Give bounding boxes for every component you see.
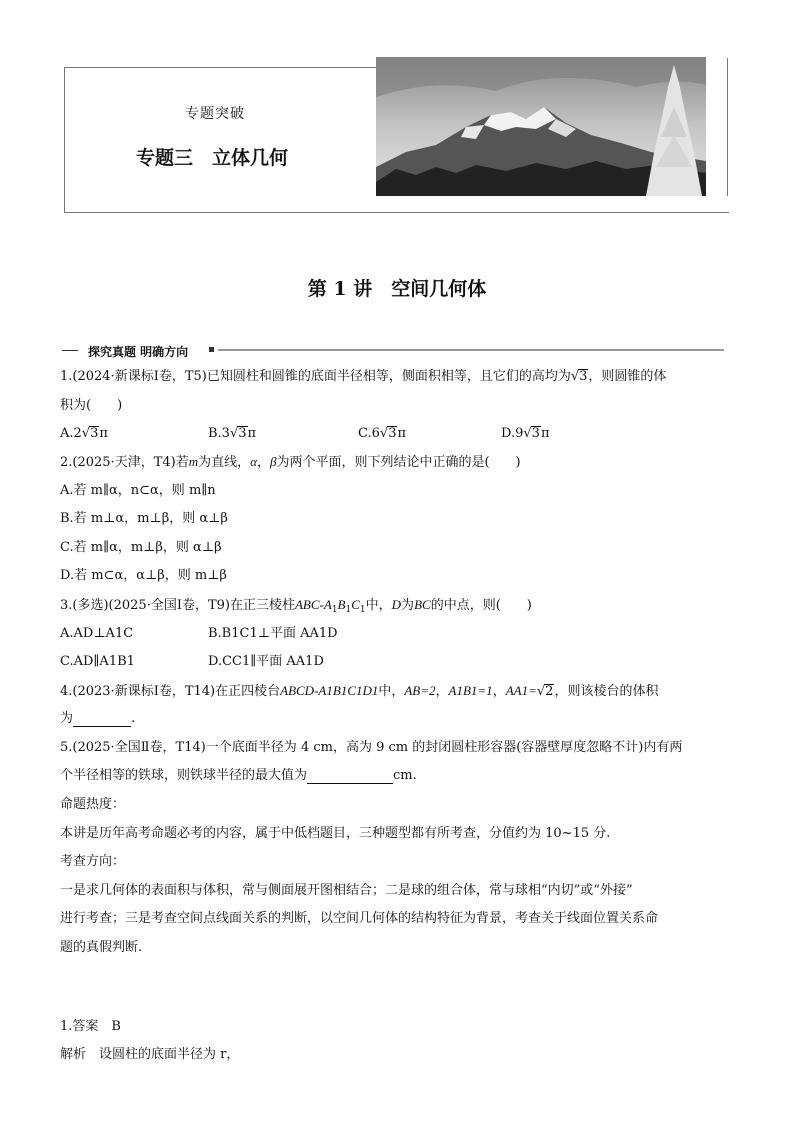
q4-stem-line1: 4.(2023·新课标Ⅰ卷，T14)在正四棱台ABCD-A1B1C1D1中，AB=2，A1B1=1，AA1=√2，则该棱台的体积: [60, 683, 659, 699]
banner-right-line: [727, 58, 728, 196]
q2-option-c[interactable]: C.若 m∥α，m⊥β，则 α⊥β: [60, 540, 222, 555]
heat-label: 命题热度：: [60, 797, 126, 812]
section-header-line-left: [62, 350, 78, 351]
direction-line3: 题的真假判断.: [60, 940, 143, 955]
q4-answer-blank[interactable]: [73, 726, 131, 727]
lecture-title: 第 1 讲 空间几何体: [307, 278, 487, 300]
q5-stem-line2: 个半径相等的铁球，则铁球半径的最大值为 cm.: [60, 768, 417, 783]
q2-option-b[interactable]: B.若 m⊥α，m⊥β，则 α⊥β: [60, 511, 228, 526]
q1-option-d[interactable]: D.9√3π: [501, 426, 550, 441]
q5-answer-blank[interactable]: [307, 783, 393, 784]
q2-stem: 2.(2025·天津，T4)若m为直线，α，β为两个平面，则下列结论中正确的是( ): [60, 454, 521, 470]
q3-option-b[interactable]: B.B1C1⊥平面 AA1D: [208, 626, 338, 641]
q2-option-a[interactable]: A.若 m∥α，n⊂α，则 m∥n: [60, 483, 216, 498]
q1-stem-line2: 积为( ): [60, 398, 123, 413]
section-header-line-right: [218, 349, 724, 351]
q1-option-a[interactable]: A.2√3π: [60, 426, 108, 441]
q1-option-c[interactable]: C.6√3π: [358, 426, 407, 441]
q1-option-b[interactable]: B.3√3π: [208, 426, 257, 441]
q2-option-d[interactable]: D.若 m⊂α，α⊥β，则 m⊥β: [60, 568, 227, 583]
mountain-photo: [376, 57, 706, 196]
banner-title: 专题三 立体几何: [136, 147, 289, 169]
q3-option-c[interactable]: C.AD∥A1B1: [60, 654, 135, 669]
direction-label: 考查方向：: [60, 854, 126, 869]
q4-stem-line2: 为 .: [60, 711, 136, 726]
heat-text: 本讲是历年高考命题必考的内容，属于中低档题目，三种题型都有所考查，分值约为 10~15 分.: [60, 826, 611, 841]
banner-subtitle: 专题突破: [185, 106, 245, 122]
sqrt-symbol: √: [570, 369, 580, 384]
answer-label: 1.答案 B: [60, 1019, 121, 1034]
section-header-marker: [209, 347, 214, 352]
answer-analysis: 解析 设圆柱的底面半径为 r，: [60, 1047, 240, 1062]
q5-stem-line1: 5.(2025·全国Ⅱ卷，T14)一个底面半径为 4 cm，高为 9 cm 的封闭圆柱形容器(容器壁厚度忽略不计)内有两: [60, 740, 683, 755]
q3-option-a[interactable]: A.AD⊥A1C: [60, 626, 134, 641]
q3-option-d[interactable]: D.CC1∥平面 AA1D: [208, 654, 324, 669]
section-header: 探究真题 明确方向: [88, 345, 189, 359]
direction-line2: 进行考查；三是考查空间点线面关系的判断，以空间几何体的结构特征为背景，考查关于线面位置关系命: [60, 911, 659, 926]
banner-top-line: [64, 67, 376, 68]
q3-stem: 3.(多选)(2025·全国Ⅰ卷，T9)在正三棱柱ABC-$A_1B_1C_1$中，D为BC的中点，则( ): [60, 597, 532, 615]
q1-stem-line1: 1.(2024·新课标Ⅰ卷，T5)已知圆柱和圆锥的底面半径相等，侧面积相等，且它们的高均为√3，则圆锥的体: [60, 369, 667, 384]
direction-line1: 一是求几何体的表面积与体积，常与侧面展开图相结合；二是球的组合体，常与球相“内切”或“外接”: [60, 883, 633, 898]
